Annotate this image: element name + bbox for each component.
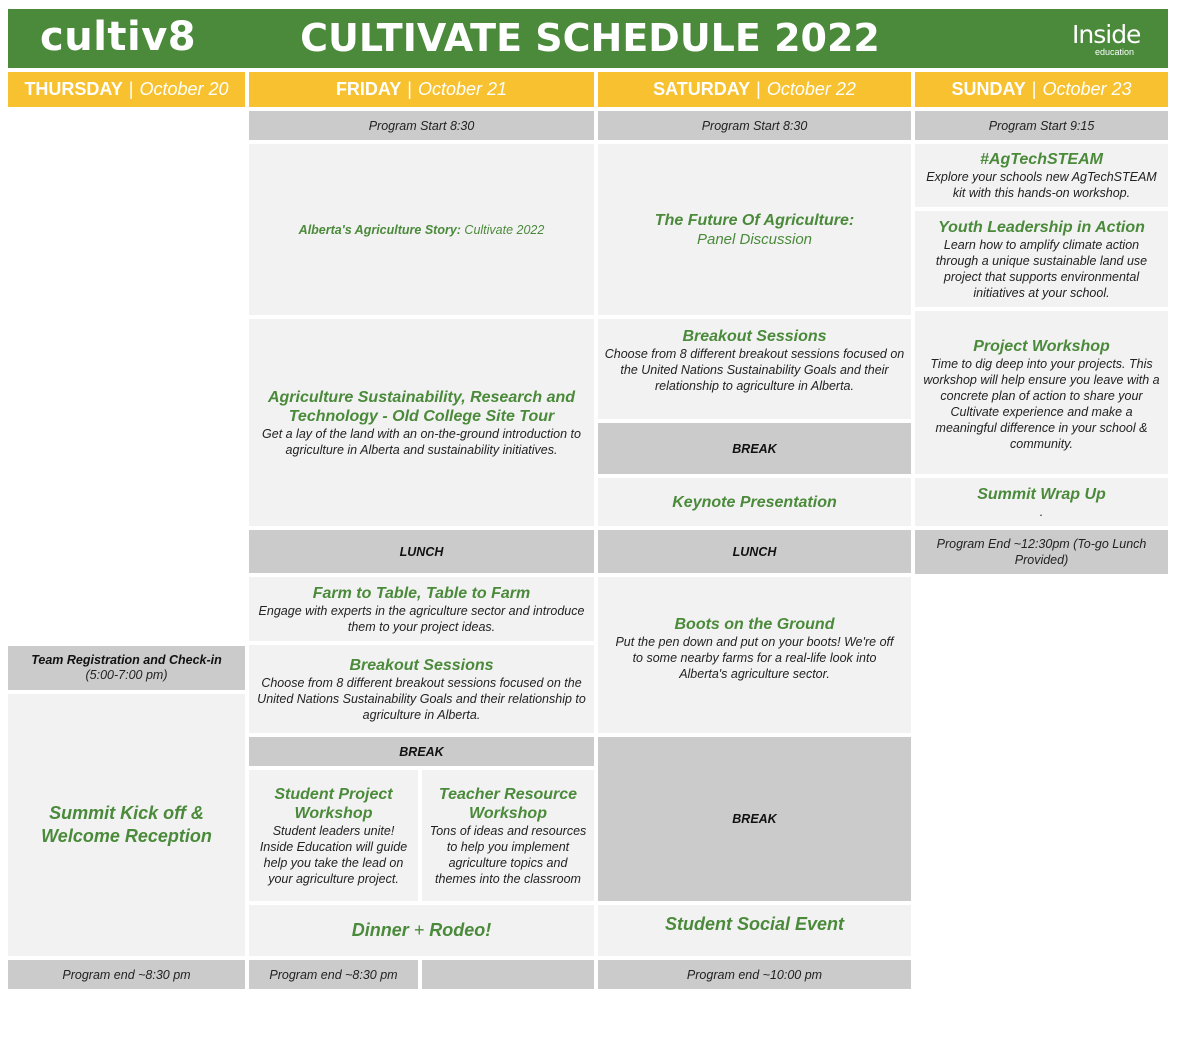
day-name: SUNDAY [951, 79, 1026, 99]
cultivate-logo: cultiv8 [40, 14, 197, 60]
thursday-program-end: Program end ~8:30 pm [8, 960, 245, 989]
teacher-title: Teacher Resource Workshop [438, 785, 578, 822]
dinner-a: Dinner [351, 920, 409, 940]
friday-teacher-workshop [422, 770, 594, 901]
day-name: SATURDAY [653, 79, 751, 99]
breakout-title: Breakout Sessions [682, 328, 827, 345]
friday-dinner-rodeo [249, 905, 594, 956]
saturday-boots-on-ground [598, 577, 911, 733]
sunday-youth-leadership [915, 211, 1168, 307]
friday-lunch: LUNCH [249, 530, 594, 573]
student-title: Student Project Workshop [274, 785, 393, 822]
day-date: October 21 [417, 79, 508, 99]
friday-farm-to-table [249, 577, 594, 641]
youth-desc: Learn how to amplify climate action through a unique sustainable land use project that supports environmental initiatives at your school. [935, 237, 1148, 300]
boots-title: Boots on the Ground [674, 616, 835, 633]
sunday-program-start: Program Start 9:15 [915, 111, 1168, 140]
saturday-keynote [598, 478, 911, 526]
friday-site-tour [249, 319, 594, 526]
project-title: Project Workshop [973, 338, 1110, 355]
tour-title: Agriculture Sustainability, Research and Technology - Old College Site Tour [267, 388, 576, 425]
friday-program-start: Program Start 8:30 [249, 111, 594, 140]
teacher-desc: Tons of ideas and resources to help you implement agriculture topics and themes into the classroom [429, 823, 587, 886]
saturday-lunch: LUNCH [598, 530, 911, 573]
dinner-b: Rodeo! [429, 920, 492, 940]
farm-title: Farm to Table, Table to Farm [312, 584, 531, 602]
kickoff-title: Summit Kick off & Welcome Reception [41, 803, 212, 846]
friday-program-end-empty [422, 960, 594, 989]
social-title: Student Social Event [664, 914, 845, 934]
agtech-desc: Explore your schools new AgTechSTEAM kit with this hands-on workshop. [926, 170, 1157, 200]
day-date: October 20 [139, 79, 229, 99]
student-desc: Student leaders unite! Inside Education will guide help you take the lead on your agriculture project. [259, 823, 408, 886]
day-header-saturday: SATURDAY | October 22 [598, 72, 911, 107]
saturday-program-start: Program Start 8:30 [598, 111, 911, 140]
day-name: THURSDAY [24, 79, 123, 99]
dinner-plus: + [408, 920, 430, 940]
tour-desc: Get a lay of the land with an on-the-ground introduction to agriculture in Alberta and sustainability initiatives. [262, 426, 581, 457]
breakout-desc: Choose from 8 different breakout sessions focused on the United Nations Sustainability Goals and their relationship to agriculture in Alberta. [604, 347, 905, 393]
saturday-social-event [598, 905, 911, 956]
day-date: October 22 [766, 79, 856, 99]
day-header-sunday: SUNDAY | October 23 [915, 72, 1168, 107]
page-title: CULTIVATE SCHEDULE 2022 [300, 16, 880, 60]
sunday-agtechsteam [915, 144, 1168, 207]
sunday-program-end: Program End ~12:30pm (To-go Lunch Provided) [915, 530, 1168, 574]
sunday-summit-wrap-up [915, 478, 1168, 526]
youth-title: Youth Leadership in Action [938, 218, 1145, 236]
future-sub: Panel Discussion [696, 230, 813, 248]
story-bold: Alberta's Agriculture Story: [298, 222, 461, 237]
day-header-thursday: THURSDAY | October 20 [8, 72, 245, 107]
day-date: October 23 [1042, 79, 1132, 99]
saturday-break-2: BREAK [598, 737, 911, 901]
friday-break: BREAK [249, 737, 594, 766]
friday-breakout-sessions [249, 645, 594, 733]
farm-desc: Engage with experts in the agriculture sector and introduce them to your project ideas. [258, 603, 585, 634]
thursday-kickoff [8, 694, 245, 956]
friday-student-workshop [249, 770, 418, 901]
project-desc: Time to dig deep into your projects. This workshop will help ensure you leave with a concrete plan of action to share your Cultivate experience and make a meaningful difference in your school & community. [923, 357, 1160, 451]
inside-education-logo: Inside [1072, 20, 1141, 49]
friday-program-end: Program end ~8:30 pm [249, 960, 418, 989]
saturday-future-panel [598, 144, 911, 315]
friday-agriculture-story [249, 144, 594, 315]
saturday-program-end: Program end ~10:00 pm [598, 960, 911, 989]
wrap-dot: . [1039, 504, 1044, 519]
day-name: FRIDAY [335, 79, 402, 99]
future-title: The Future Of Agriculture: [654, 211, 855, 229]
agtech-title: #AgTechSTEAM [980, 151, 1103, 168]
inside-education-logo-sub: education [1095, 47, 1135, 57]
breakout-desc: Choose from 8 different breakout sessions focused on the United Nations Sustainability Goals and their relationship to agriculture in Alberta. [257, 675, 586, 722]
story-rest: Cultivate 2022 [460, 222, 545, 237]
sunday-project-workshop [915, 311, 1168, 474]
registration-time: (5:00-7:00 pm) [85, 668, 168, 682]
saturday-breakout-sessions [598, 319, 911, 419]
boots-desc: Put the pen down and put on your boots! We're off to some nearby farms for a real-life look into Alberta's agriculture sector. [615, 635, 894, 681]
breakout-title: Breakout Sessions [349, 656, 494, 674]
wrap-title: Summit Wrap Up [977, 485, 1106, 503]
thursday-registration [8, 646, 245, 690]
day-header-friday: FRIDAY | October 21 [249, 72, 594, 107]
keynote-title: Keynote Presentation [672, 493, 837, 511]
saturday-break-1: BREAK [598, 423, 911, 474]
registration-title: Team Registration and Check-in [31, 653, 222, 667]
